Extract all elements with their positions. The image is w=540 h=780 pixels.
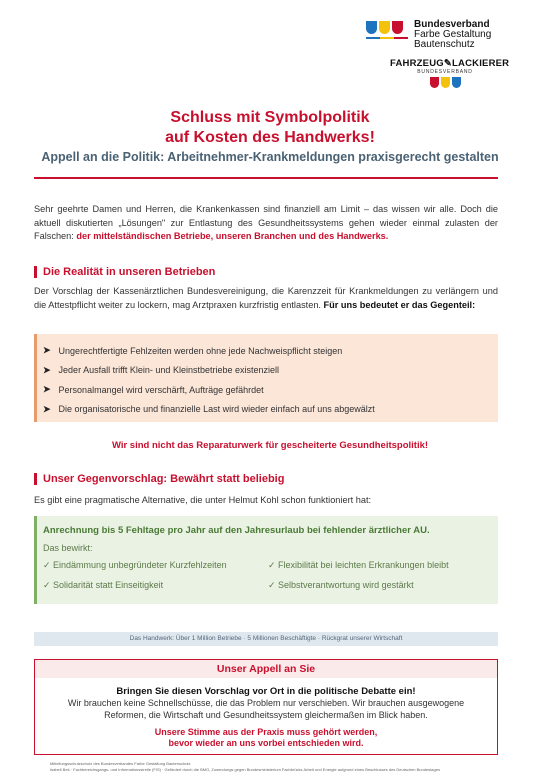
section-2-paragraph: Es gibt eine pragmatische Alternative, die unter Helmut Kohl schon funktioniert hat: bbox=[34, 495, 372, 505]
intro-highlight: der mittelständischen Betriebe, unseren Branchen und des Handwerks. bbox=[76, 231, 389, 241]
title-line-1: Schluss mit Symbolpolitik bbox=[170, 109, 370, 126]
shields-icon bbox=[366, 21, 408, 34]
section-1-bold: Für uns bedeutet er das Gegenteil: bbox=[323, 299, 476, 310]
appeal-line-4: bevor wieder an uns vorbei entschieden wird. bbox=[168, 738, 364, 748]
logos bbox=[366, 19, 510, 88]
list-item-text: Die organisatorische und finanzielle Last wird wieder einfach auf uns abgewälzt bbox=[58, 404, 375, 415]
page-title bbox=[0, 108, 540, 148]
section-1-text: Der Vorschlag der Kassenärztlichen Bundesvereinigung, die Karenzzeit für Krankmeldungen zu verlängern und die Attestpflicht weiter zu lockern, mag Arztpraxen kurzfristig entlasten. bbox=[34, 286, 498, 310]
proposal-box bbox=[34, 516, 498, 604]
fahrzeug-sub: BUNDESVERBAND bbox=[417, 69, 473, 75]
appeal-line-1: Bringen Sie diesen Vorschlag vor Ort in die politische Debatte ein! bbox=[116, 686, 416, 697]
proposal-head: Anrechnung bis 5 Fehltage pro Jahr auf den Jahresurlaub bei fehlender ärztlicher AU. bbox=[43, 525, 430, 536]
bv-line-1: Bundesverband bbox=[414, 19, 490, 30]
list-item bbox=[43, 361, 492, 381]
section-1-paragraph bbox=[34, 285, 498, 312]
effects-grid bbox=[43, 560, 492, 591]
stats-band: Das Handwerk: Über 1 Million Betriebe · 5 Millionen Beschäftigte · Rückgrat unserer Wirtschaft bbox=[34, 632, 498, 646]
fahrzeug-name: FAHRZEUG✎LACKIERER bbox=[390, 58, 510, 69]
red-divider bbox=[34, 177, 498, 179]
callout-text: Wir sind nicht das Reparaturwerk für gescheiterte Gesundheitspolitik! bbox=[111, 440, 429, 451]
list-item bbox=[43, 400, 492, 420]
effect-item: ✓ Selbstverantwortung wird gestärkt bbox=[268, 580, 414, 590]
section-2-heading: Unser Gegenvorschlag: Bewährt statt beliebig bbox=[34, 473, 284, 485]
consequences-box bbox=[34, 334, 498, 422]
intro-text: Sehr geehrte Damen und Herren, die Krankenkassen sind finanziell am Limit – das wissen wir alle. Doch die aktuell diskutierten „Lösungen" zur Entlastung des Gesundheitssystems gehen wieder einmal zulasten der Falschen: bbox=[34, 204, 498, 241]
arrow-icon: ➤ bbox=[43, 403, 51, 414]
list-item bbox=[43, 380, 492, 400]
arrow-icon: ➤ bbox=[43, 384, 51, 395]
fine-print bbox=[50, 761, 500, 772]
arrow-icon: ➤ bbox=[43, 345, 51, 356]
effect-item: ✓ Eindämmung unbegründeter Kurzfehlzeiten bbox=[43, 560, 227, 570]
fine-print-line-1: Mitteilungsschutzschutz des Bundesverbandes Farbe Gestaltung Bautenschutz bbox=[50, 761, 191, 766]
appeal-line-3: Unsere Stimme aus der Praxis muss gehört werden, bbox=[154, 727, 378, 737]
section-1-heading: Die Realität in unseren Betrieben bbox=[34, 266, 215, 278]
page-subtitle: Appell an die Politik: Arbeitnehmer-Krankmeldungen praxisgerecht gestalten bbox=[41, 150, 499, 164]
appeal-line-2: Wir brauchen keine Schnellschüsse, die das Problem nur verschieben. Wir brauchen ausgewogene Reformen, die Wirtschaft und Gesundheitssystem gleichermaßen im Blick haben. bbox=[67, 698, 465, 720]
list-item-text: Personalmangel wird verschärft, Aufträge gefährdet bbox=[58, 384, 264, 395]
appeal-closing bbox=[35, 727, 497, 749]
list-item-text: Jeder Ausfall trifft Klein- und Kleinstbetriebe existenziell bbox=[58, 365, 279, 376]
small-shields-icon bbox=[390, 77, 500, 88]
bv-line-3: Bautenschutz bbox=[414, 39, 475, 50]
fine-print-line-2: Isabell Bek · Fachbereichsgangs- und Informationsstrelle (FIS) · Gefördert durch die BMG, Zusendungs gegen Bundesministerium Fachbrücks Arbeit und Energie aufgrund eines Beschlusses des Deutschen Bundestages bbox=[50, 766, 440, 772]
appeal-heading: Unser Appell an Sie bbox=[35, 660, 497, 678]
appeal-box bbox=[34, 659, 498, 755]
arrow-icon: ➤ bbox=[43, 364, 51, 375]
fahrzeuglackierer-logo bbox=[390, 58, 510, 88]
effect-item: ✓ Solidarität statt Einseitigkeit bbox=[43, 580, 164, 590]
effect-label: Das bewirkt: bbox=[43, 543, 93, 553]
title-line-2: auf Kosten des Handwerks! bbox=[165, 129, 375, 146]
effect-item: ✓ Flexibilität bei leichten Erkrankungen bleibt bbox=[268, 560, 449, 570]
bv-logo bbox=[366, 20, 506, 50]
list-item bbox=[43, 341, 492, 361]
bv-line-2: Farbe Gestaltung bbox=[414, 29, 492, 40]
intro-paragraph bbox=[34, 203, 498, 244]
list-item-text: Ungerechtfertigte Fehlzeiten werden ohne jede Nachweispflicht steigen bbox=[58, 345, 343, 356]
